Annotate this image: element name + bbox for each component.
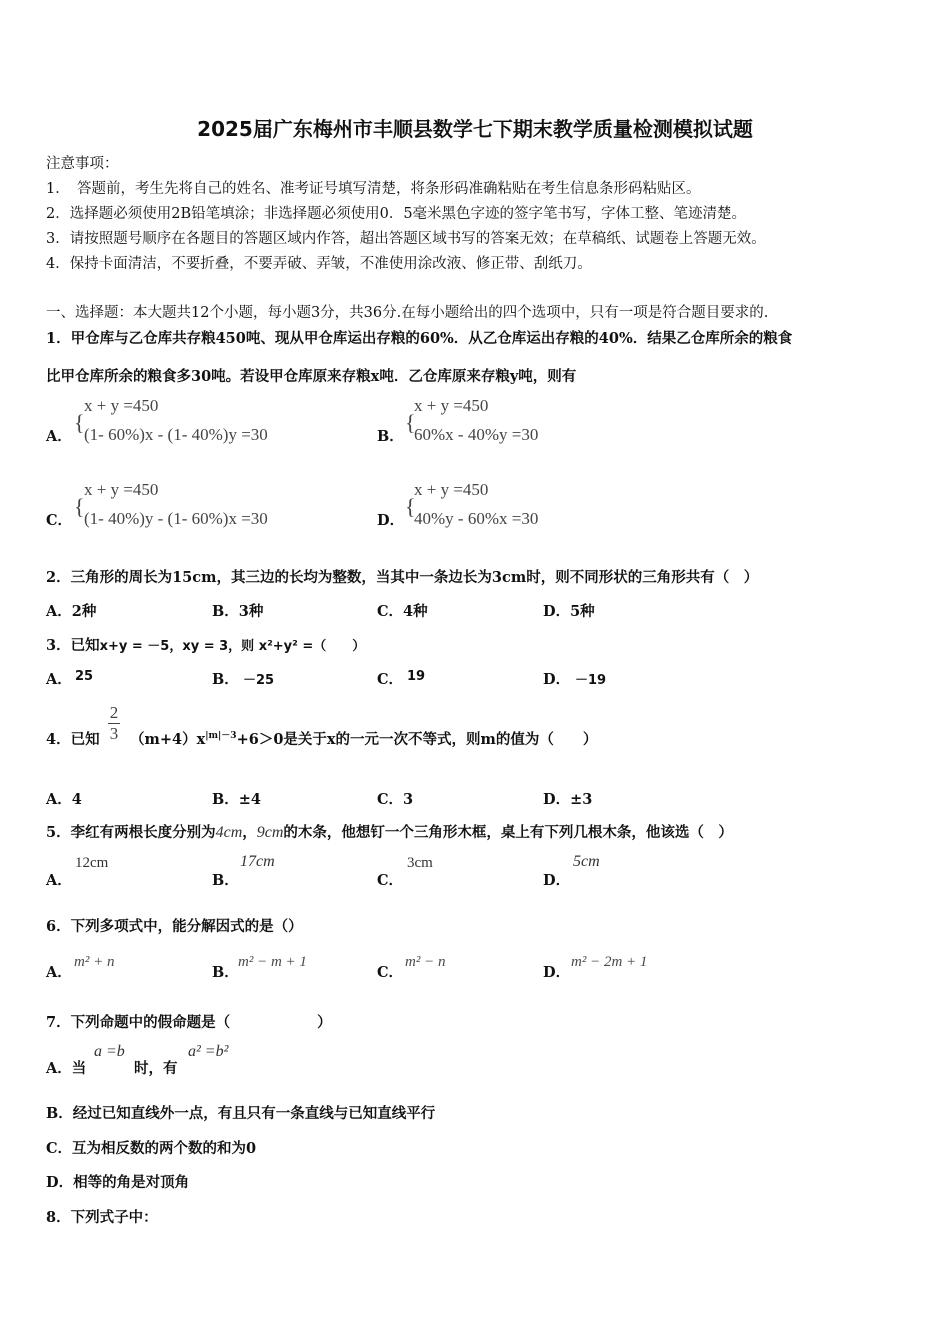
option-label: C． (46, 512, 73, 529)
option: D．相等的角是对顶角 (46, 1174, 190, 1191)
question-5-suffix: 的木条，他想钉一个三角形木框，桌上有下列几根木条，他该选（ ） (283, 824, 733, 841)
question-3-prefix: 3．已知 (46, 637, 100, 654)
option-label: C． (377, 671, 404, 688)
option-value: 12cm (75, 855, 109, 871)
question-5-prefix: 5．李红有两根长度分别为 (46, 824, 216, 841)
option-a-prefix: A．当 (46, 1060, 87, 1077)
equation: x + y =450 (84, 396, 159, 415)
option: B．±4 (212, 791, 261, 808)
option: B．3种 (212, 603, 264, 620)
fraction (106, 703, 122, 744)
notice-item: 1． 答题前，考生先将自己的姓名、准考证号填写清楚，将条形码准确粘贴在考生信息条形码粘贴区。 (46, 181, 701, 197)
question-3-expression: x+y = －5，xy = 3，则 x²+y² =（ ） (99, 639, 366, 654)
option-label: B． (377, 428, 404, 445)
option: D．5种 (543, 603, 595, 620)
separator: ， (242, 824, 257, 841)
question-4-prefix: 4．已知 (46, 731, 100, 748)
option-value: 19 (407, 669, 426, 684)
brace-icon: { (74, 494, 85, 519)
brace-icon: { (74, 410, 85, 435)
brace-icon: { (405, 410, 416, 435)
page-title: 2025届广东梅州市丰顺县数学七下期末教学质量检测模拟试题 (197, 117, 753, 141)
question-3 (46, 634, 365, 655)
question-1-line-1: 1．甲仓库与乙仓库共存粮450吨、现从甲仓库运出存粮的60%．从乙仓库运出存粮的40%．结果乙仓库所余的粮食 (46, 330, 793, 347)
option-value: －25 (243, 673, 275, 688)
equation: 40%y - 60%x =30 (414, 509, 539, 528)
fraction-denominator: 3 (109, 724, 119, 743)
option: C．3 (377, 791, 414, 808)
question-6: 6．下列多项式中，能分解因式的是（） (46, 918, 303, 935)
question-1-line-2: 比甲仓库所余的粮食多30吨。若设甲仓库原来存粮x吨．乙仓库原来存粮y吨，则有 (46, 368, 577, 385)
option-value: 17cm (240, 853, 275, 870)
equation: a² =b² (188, 1043, 229, 1060)
notice-item: 3．请按照题号顺序在各题目的答题区域内作答，超出答题区域书写的答案无效；在草稿纸、试题卷上答题无效。 (46, 231, 766, 247)
equation: (1- 60%)x - (1- 40%)y =30 (84, 425, 268, 444)
option-label: B． (212, 964, 239, 981)
option-label: A． (46, 964, 72, 981)
brace-icon: { (405, 494, 416, 519)
option-value: －19 (575, 673, 607, 688)
option-label: A． (46, 872, 72, 889)
equation: x + y =450 (414, 480, 489, 499)
section-heading: 一、选择题：本大题共12个小题，每小题3分，共36分.在每小题给出的四个选项中，只有一项是符合题目要求的. (46, 305, 769, 321)
option: B．经过已知直线外一点，有且只有一条直线与已知直线平行 (46, 1105, 436, 1122)
option: A．2种 (46, 603, 97, 620)
option-label: B． (212, 671, 239, 688)
length-b: 9cm (256, 824, 284, 841)
question-4-mid: （m+4）x (130, 731, 206, 748)
equation: 60%x - 40%y =30 (414, 425, 539, 444)
length-a: 4cm (215, 824, 243, 841)
question-7: 7．下列命题中的假命题是（ ） (46, 1014, 332, 1031)
option-value: m² − m + 1 (238, 954, 307, 970)
notice-item: 4．保持卡面清洁，不要折叠，不要弄破、弄皱，不准使用涂改液、修正带、刮纸刀。 (46, 256, 592, 272)
exponent: |m|－3 (205, 731, 237, 742)
notice-heading: 注意事项： (46, 156, 119, 172)
option-label: A． (46, 671, 72, 688)
equation: x + y =450 (414, 396, 489, 415)
fraction-numerator: 2 (109, 703, 119, 722)
notice-item: 2．选择题必须使用2B铅笔填涂；非选择题必须使用0．5毫米黑色字迹的签字笔书写，字体工整、笔迹清楚。 (46, 206, 747, 222)
option-value: m² + n (74, 954, 115, 970)
option: A．4 (46, 791, 82, 808)
option: D．±3 (543, 791, 593, 808)
option-value: m² − n (405, 954, 446, 970)
option: C．4种 (377, 603, 428, 620)
option-value: 5cm (573, 853, 600, 870)
equation: (1- 40%)y - (1- 60%)x =30 (84, 509, 268, 528)
question-4-post: +6＞0是关于x的一元一次不等式，则m的值为（ ） (236, 731, 598, 748)
option-label: D． (377, 512, 405, 529)
option-a-middle: 时，有 (134, 1060, 178, 1077)
option-value: 25 (75, 669, 94, 684)
option-label: B． (212, 872, 239, 889)
equation: a =b (94, 1043, 125, 1060)
question-5 (46, 821, 733, 842)
equation: x + y =450 (84, 480, 159, 499)
question-8: 8．下列式子中： (46, 1209, 158, 1226)
option-label: D． (543, 964, 571, 981)
option-label: D． (543, 872, 571, 889)
option-label: A． (46, 428, 72, 445)
option: C．互为相反数的两个数的和为0 (46, 1140, 257, 1157)
option-label: C． (377, 964, 404, 981)
question-2: 2．三角形的周长为15cm，其三边的长均为整数，当其中一条边长为3cm时，则不同形状的三角形共有（ ） (46, 569, 759, 586)
option-value: 3cm (407, 855, 433, 871)
option-value: m² − 2m + 1 (571, 954, 648, 970)
option-label: C． (377, 872, 404, 889)
option-label: D． (543, 671, 571, 688)
question-4-body (130, 728, 597, 749)
